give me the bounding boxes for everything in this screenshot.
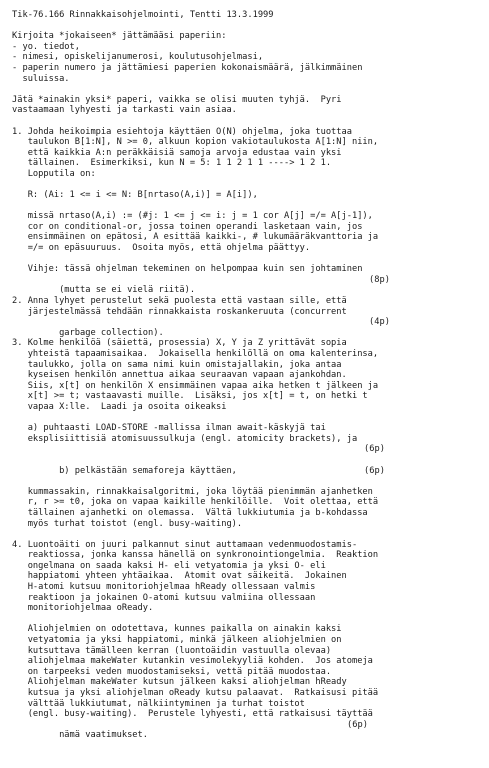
points-label: (8p) xyxy=(369,274,390,285)
exam-title: Tik-76.166 Rinnakkaisohjelmointi, Tentti 13.3.1999 xyxy=(12,10,274,20)
question-line: r, r >= t0, joka on vapaa kaikille henkilöille. Voit olettaa, että xyxy=(12,497,379,508)
question-line: järjestelmässä tehdään rinnakkaista roskankeruuta (concurrent xyxy=(12,306,347,317)
subquestion-b-line: b) pelkästään semaforeja käyttäen, xyxy=(43,465,237,476)
question-line: ensimmäinen on epätosi, A esittää kaikki-, # lukumääräkvanttoria ja xyxy=(12,232,379,243)
question-line: 4. Luontoäiti on juuri palkannut sinut auttamaan vedenmuodostamis- xyxy=(12,539,358,550)
question-line: tällainen. Esimerkiksi, kun N = 5: 1 1 2 1 1 ----> 1 2 1. xyxy=(12,158,332,169)
question-line: reaktiossa, jonka kanssa hänellä on synkronointiongelmia. Reaktion xyxy=(12,550,379,561)
points-label: (6p) xyxy=(364,444,385,455)
question-line: kyseisen henkilön annettua aikaa seuraavan vapaan ajankohdan. xyxy=(12,370,347,381)
question-line: on tarpeeksi veden muodostamiseksi, vettä pitää muodostaa. xyxy=(12,666,332,677)
question-line xyxy=(12,254,479,265)
question-line: välttää lukkiutumat, nälkiintyminen ja turhat toistot xyxy=(12,698,305,709)
instruction-line xyxy=(12,84,479,95)
question-line: reaktioon ja jokainen O-atomi kutsuu valmiina ollessaan xyxy=(12,592,316,603)
question-line: happiatomi yhteen yhtäaikaa. Atomit ovat säikeitä. Jokainen xyxy=(12,571,347,582)
instruction-line: - nimesi, opiskelijanumerosi, koulutusohjelmasi, xyxy=(12,52,264,63)
question-2 xyxy=(12,296,479,338)
question-line: 2. Anna lyhyet perustelut sekä puolesta että vastaan sille, että xyxy=(12,296,347,307)
question-line: ongelmana on saada kaksi H- eli vetyatomia ja yksi O- eli xyxy=(12,560,326,571)
question-line: =/= on epäsuuruus. Osoita myös, että ohjelma päättyy. xyxy=(12,243,311,254)
question-line: 3. Kolme henkilöä (säiettä, prosessia) X, Y ja Z yrittävät sopia xyxy=(12,338,347,349)
question-line: Aliohjelmien on odotettava, kunnes paikalla on ainakin kaksi xyxy=(12,624,342,635)
points-label: (4p) xyxy=(369,317,390,328)
question-line: vapaa X:lle. Laadi ja osoita oikeaksi xyxy=(12,401,227,412)
question-line: kutsua ja yksi aliohjelman oReady kutsu palaavat. Ratkaisusi pitää xyxy=(12,688,379,698)
points-label: (6p) xyxy=(364,465,385,476)
question-line: R: (Ai: 1 <= i <= N: B[nrtaso(A,i)] = A[i]), xyxy=(12,190,258,201)
question-4 xyxy=(12,539,479,741)
question-3 xyxy=(12,338,479,529)
question-line: että kaikkia A:n peräkkäisiä samoja arvoja edustaa vain yksi xyxy=(12,147,342,158)
subquestion-a-line: eksplisiittisiä atomisuussulkuja (engl. atomicity brackets), ja xyxy=(12,433,358,444)
question-line: (engl. busy-waiting). Perustele lyhyesti, että ratkaisusi täyttää xyxy=(12,709,373,720)
instruction-line: vastaamaan lyhyesti ja tarkasti vain asiaa. xyxy=(12,105,237,116)
question-line: yhteistä tapaamisaikaa. Jokaisella henkilöllä on oma kalenterinsa, xyxy=(12,349,379,359)
question-line: Lopputila on: xyxy=(12,168,96,179)
question-line: taulukko, jolla on sama nimi kuin omistajallakin, joka antaa xyxy=(12,359,342,370)
question-line xyxy=(12,201,479,212)
question-line: 1. Johda heikoimpia esiehtoja käyttäen O(N) ohjelma, joka tuottaa xyxy=(12,126,352,137)
question-line: kutsuttava tämälleen kerran (luontoäidin vastuulla olevaa) xyxy=(12,645,332,656)
question-line: monitoriohjelmaa oReady. xyxy=(12,603,154,614)
question-line: nämä vaatimukset. xyxy=(43,730,148,741)
question-line: cor on conditional-or, jossa toinen operandi lasketaan vain, jos xyxy=(12,221,363,232)
question-line: aliohjelmaa makeWater kutankin vesimolekyyliä kohden. Jos atomeja xyxy=(12,656,373,667)
instructions xyxy=(12,31,479,116)
question-line: Aliohjelman makeWater kutsun jälkeen kaksi aliohjelman hReady xyxy=(12,677,347,688)
instruction-line: Kirjoita *jokaiseen* jättämääsi paperiin: xyxy=(12,31,227,42)
question-line: myös turhat toistot (engl. busy-waiting). xyxy=(12,518,243,529)
question-line xyxy=(12,614,479,625)
question-line: garbage collection). xyxy=(43,327,164,338)
instruction-line: - paperin numero ja jättämiesi paperien kokonaismäärä, jälkimmäinen xyxy=(12,62,363,73)
question-line: vetyatomia ja yksi happiatomi, minkä jälkeen aliohjelmien on xyxy=(12,635,342,646)
subquestion-a-line: a) puhtaasti LOAD-STORE -mallissa ilman await-käskyjä tai xyxy=(12,423,326,434)
question-line: Vihje: tässä ohjelman tekeminen on helpompaa kuin sen johtaminen xyxy=(12,264,363,275)
question-line: missä nrtaso(A,i) := (#j: 1 <= j <= i: j = 1 cor A[j] =/= A[j-1]), xyxy=(12,211,373,222)
points-label: (6p) xyxy=(347,719,368,730)
instruction-line: - yo. tiedot, xyxy=(12,41,80,52)
question-line: Siis, x[t] on henkilön X ensimmäinen vapaa aika hetken t jälkeen ja xyxy=(12,380,379,391)
question-line: kummassakin, rinnakkaisalgoritmi, joka löytää pienimmän ajanhetken xyxy=(12,486,373,497)
question-line: x[t] >= t; vastaavasti muille. Lisäksi, jos x[t] = t, on hetki t xyxy=(12,391,368,402)
question-line: H-atomi kutsuu monitoriohjelmaa hReady ollessaan valmis xyxy=(12,582,316,593)
question-line: taulukon B[1:N], N >= 0, alkuun kopion vakiotaulukosta A[1:N] niin, xyxy=(12,137,379,148)
instruction-line: Jätä *ainakin yksi* paperi, vaikka se olisi muuten tyhjä. Pyri xyxy=(12,94,342,105)
question-1 xyxy=(12,126,479,296)
question-line xyxy=(12,180,479,191)
question-line: (mutta se ei vielä riitä). xyxy=(43,285,196,296)
instruction-line: suluissa. xyxy=(12,73,70,84)
question-line: tällainen ajanhetki on olemassa. Vältä lukkiutumia ja b-kohdassa xyxy=(12,507,368,518)
